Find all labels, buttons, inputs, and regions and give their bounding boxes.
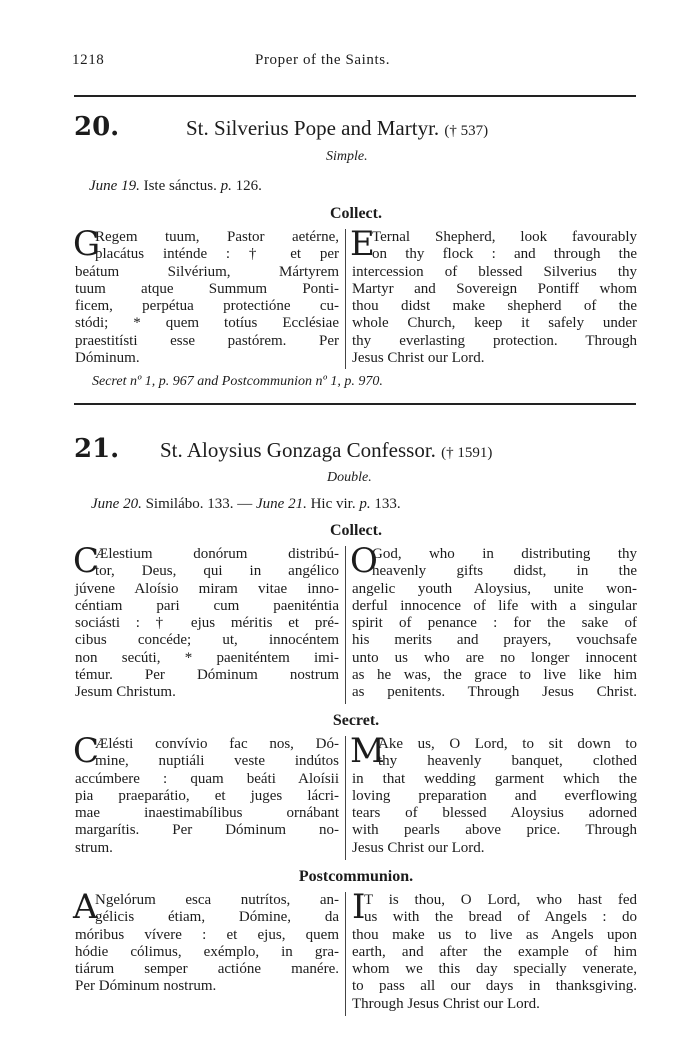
text-line: cibus concéde; ut, innocéntem (75, 632, 339, 649)
text-line: Ælestium donórum distribú- (95, 546, 339, 562)
text-line: thy heavenly banquet, clothed (378, 753, 637, 770)
collect-latin (73, 224, 339, 367)
text-line: loving preparation and everflowing (352, 787, 637, 804)
ref-date: June 21. (256, 496, 307, 512)
text-line: thou make us to live as Angels upon (352, 926, 637, 943)
feast-date-mark: († 1591) (441, 445, 493, 461)
text-line: angelic youth Aloysius, unite won- (352, 580, 637, 597)
text-line: sociásti : † ejus méritis et pré- (75, 615, 339, 632)
postcommunion-english (352, 887, 637, 1013)
text-line: whom we this day specially venerate, (352, 961, 637, 978)
text-line: T is thou, O Lord, who hast fed (364, 892, 637, 908)
feast-title-text: St. Aloysius Gonzaga Confessor. (160, 438, 436, 462)
feast-title-text: St. Silverius Pope and Martyr. (186, 116, 440, 140)
text-line: móribus vívere : et ejus, quem (75, 926, 339, 943)
drop-cap: G (73, 224, 101, 264)
text-line: tears of blessed Aloysius adorned (352, 805, 637, 822)
collect-latin (73, 541, 339, 702)
text-line: whole Church, keep it safely under (352, 315, 637, 332)
text-line: us with the bread of Angels : do (364, 909, 637, 926)
text-line: júvene Aloísio miram vitae inno- (75, 580, 339, 597)
ref-page: 133. (374, 496, 401, 512)
feast-reference (91, 496, 401, 513)
text-line: God, who in distributing thy (372, 546, 637, 562)
secret-latin (73, 731, 339, 857)
text-line: earth, and after the example of him (352, 943, 637, 960)
secret-note: Secret nº 1, p. 967 and Postcommunion nº 1, p. 970. (92, 374, 383, 389)
text-line: strum. (75, 839, 113, 856)
text-line: his merits and prayers, vouchsafe (352, 632, 637, 649)
secret-english (350, 731, 637, 857)
column-divider (345, 546, 346, 704)
feast-title (160, 438, 492, 463)
text-line: praestitísti esse pastórem. Per (75, 332, 339, 349)
column-divider (345, 736, 346, 860)
drop-cap: C (73, 541, 100, 581)
text-line: tor, Deus, qui in angélico (95, 563, 339, 580)
text-line: Ngelórum esca nutrítos, an- (95, 892, 339, 908)
text-line: pia praeparátio, et juges lácri- (75, 787, 339, 804)
text-line: spirit of penance : for the sake of (352, 615, 637, 632)
text-line: Ælésti convívio fac nos, Dó- (95, 736, 339, 752)
collect-english (350, 541, 637, 702)
text-line: gélicis étiam, Dómine, da (95, 909, 339, 926)
text-line: Jesum Christum. (75, 684, 176, 701)
text-line: margarítis. Per Dóminum no- (75, 822, 339, 839)
text-line: non secúti, * paeniténtem imi- (75, 649, 339, 666)
page-number: 1218 (72, 52, 105, 68)
drop-cap: O (350, 541, 378, 581)
text-line: Ternal Shepherd, look favourably (372, 229, 637, 245)
text-line: derful innocence of life with a singular (352, 597, 637, 614)
text-line: accúmbere : quam beáti Aloísii (75, 770, 339, 787)
text-line: heavenly gifts didst, in the (372, 563, 637, 580)
text-line: Jesus Christ our Lord. (352, 839, 485, 856)
text-line: tiárum semper actióne manére. (75, 961, 339, 978)
collect-heading: Collect. (330, 522, 382, 539)
drop-cap: E (350, 224, 375, 264)
text-line: intercession of blessed Silverius thy (352, 263, 637, 280)
collect-english (350, 224, 637, 367)
text-line: Jesus Christ our Lord. (352, 350, 485, 367)
text-line: mine, nuptiáli veste indútos (95, 753, 339, 770)
text-line: with pearls above price. Through (352, 822, 637, 839)
text-line: placátus inténde : † et per (95, 246, 339, 263)
text-line: as he was, the grace to live like him (352, 667, 637, 684)
text-line: to pass all our days in thanksgiving. (352, 978, 637, 995)
text-line: as penitents. Through Jesus Christ. (352, 684, 637, 701)
postcommunion-heading: Postcommunion. (298, 868, 414, 885)
text-line: céntiam pari cum paeniténtia (75, 597, 339, 614)
feast-title (186, 116, 488, 141)
text-line: in that wedding garment which the (352, 770, 637, 787)
text-line: ficem, perpétua protectióne cu- (75, 298, 339, 315)
text-line: témur. Per Dóminum nostrum (75, 667, 339, 684)
text-line: Ake us, O Lord, to sit down to (378, 736, 637, 752)
text-line: mae inaestimabílibus ornábant (75, 805, 339, 822)
ref-page: 126. (235, 178, 262, 194)
postcommunion-latin (73, 887, 339, 996)
collect-heading: Collect. (330, 205, 382, 222)
drop-cap: I (352, 887, 366, 927)
divider (74, 95, 636, 97)
text-line: tuum atque Summum Ponti- (75, 280, 339, 297)
secret-heading: Secret. (332, 712, 380, 729)
column-divider (345, 892, 346, 1016)
feast-date-mark: († 537) (444, 123, 489, 139)
ref-text: Iste sánctus. (143, 178, 217, 194)
feast-number: 21. (74, 434, 120, 464)
ref-text: Hic vir. (310, 496, 356, 512)
feast-number: 20. (74, 112, 120, 142)
text-line: unto us who are no longer innocent (352, 649, 637, 666)
text-line: Regem tuum, Pastor aetérne, (95, 229, 339, 245)
feast-rank: Double. (327, 470, 372, 485)
text-line: thou didst make shepherd of the (352, 298, 637, 315)
text-line: stódi; * quem totíus Ecclésiae (75, 315, 339, 332)
drop-cap: M (350, 731, 385, 771)
drop-cap: A (73, 887, 98, 927)
drop-cap: C (73, 731, 100, 771)
text-line: Martyr and Sovereign Pontiff whom (352, 280, 637, 297)
ref-page-label: p. (220, 178, 232, 194)
text-line: thy everlasting protection. Through (352, 332, 637, 349)
divider (74, 403, 636, 405)
feast-rank: Simple. (326, 149, 368, 164)
running-title: Proper of the Saints. (255, 52, 391, 68)
text-line: Through Jesus Christ our Lord. (352, 995, 540, 1012)
column-divider (345, 229, 346, 369)
text-line: hódie cólimus, exémplo, in gra- (75, 943, 339, 960)
text-line: on thy flock : and through the (372, 246, 637, 263)
feast-reference (89, 178, 262, 195)
ref-date: June 19. (89, 178, 140, 194)
ref-date: June 20. (91, 496, 142, 512)
text-line: Per Dóminum nostrum. (75, 978, 217, 995)
ref-page-label: p. (359, 496, 371, 512)
ref-text: Similábo. 133. — (145, 496, 253, 512)
text-line: Dóminum. (75, 350, 140, 367)
text-line: beátum Silvérium, Mártyrem (75, 263, 339, 280)
